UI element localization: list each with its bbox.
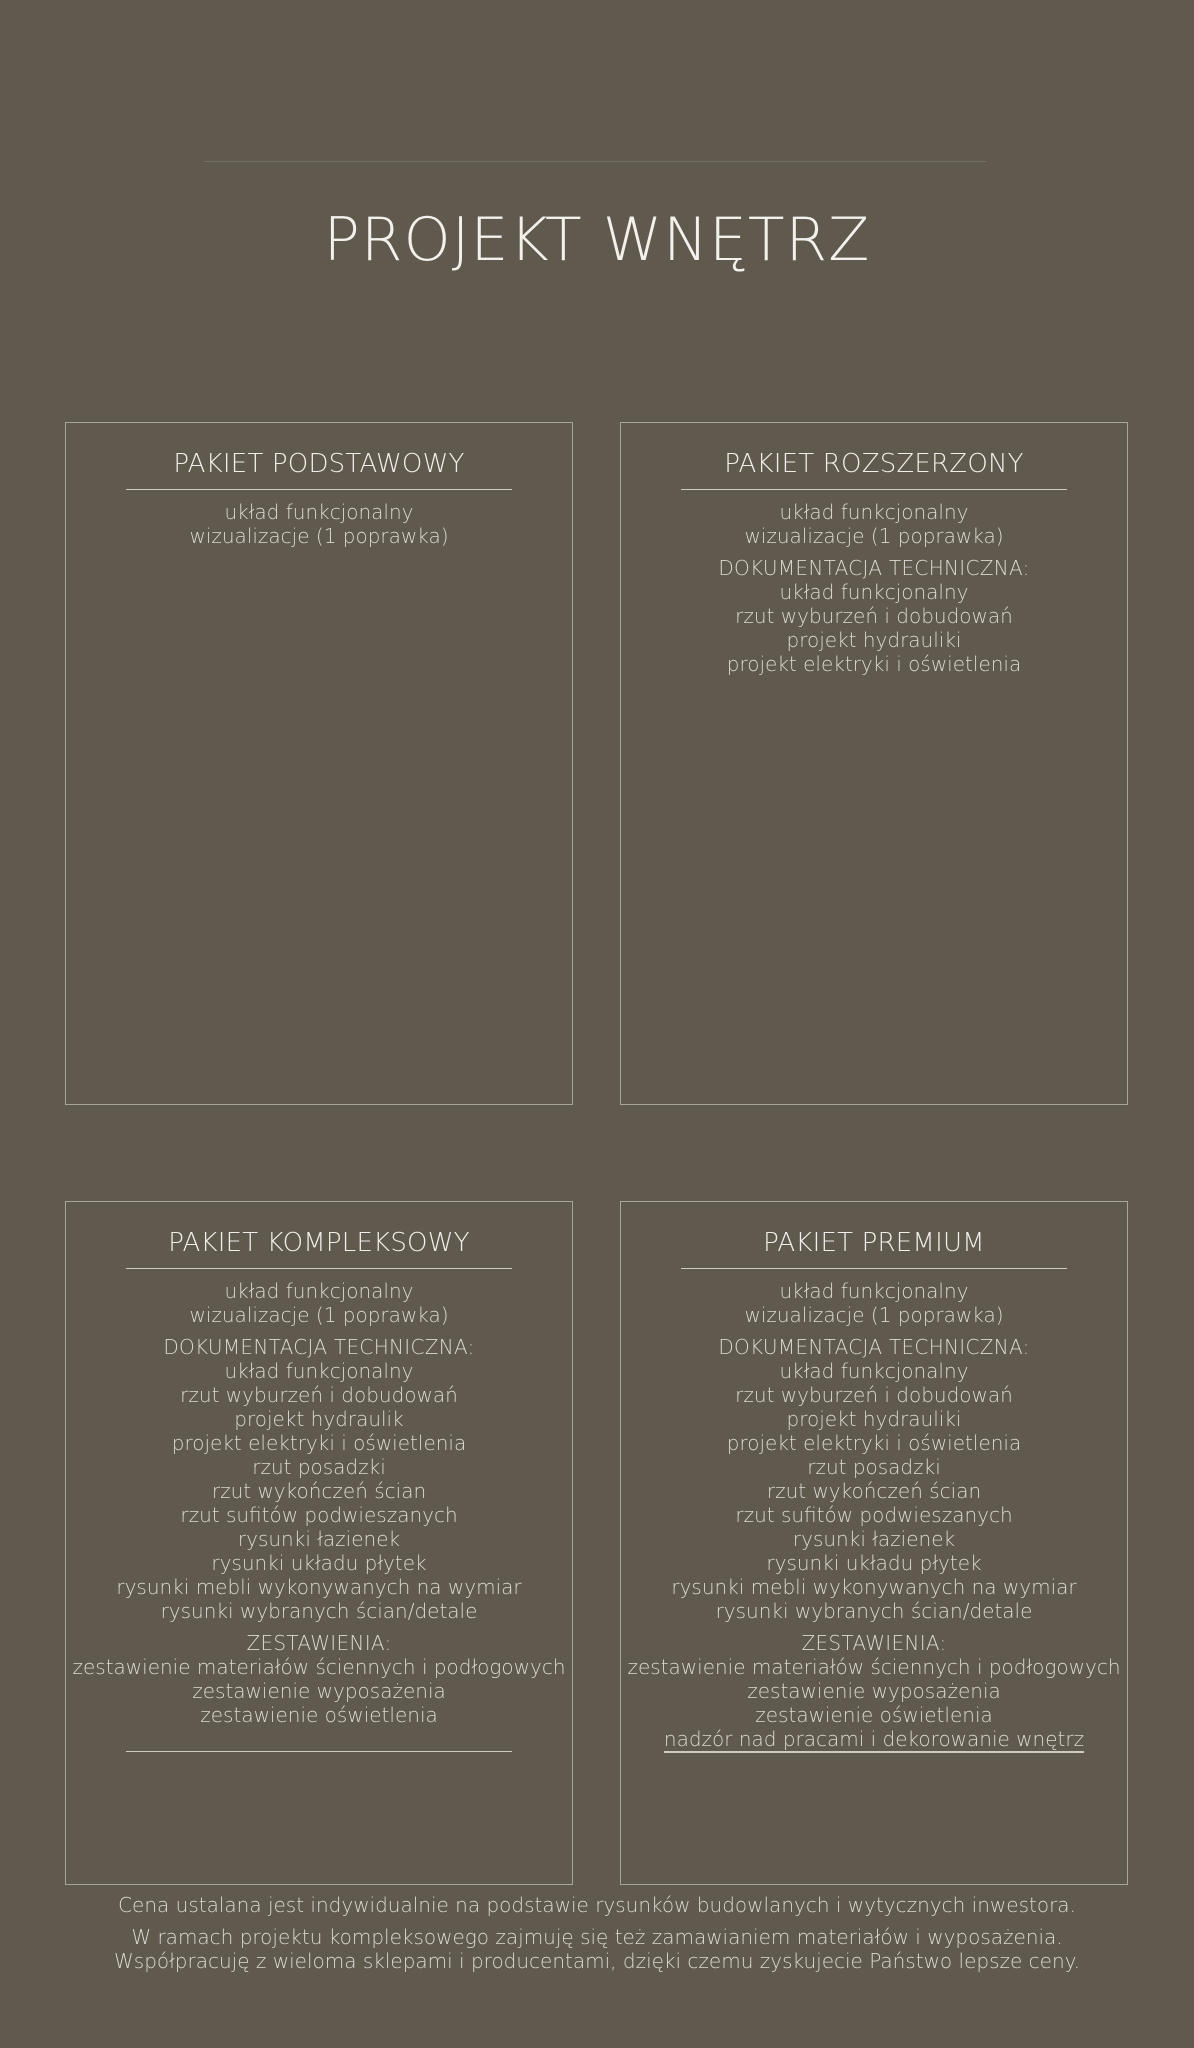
feature-item: projekt elektryki i oświetlenia (726, 1431, 1022, 1455)
feature-group (66, 1279, 572, 1327)
feature-item: zestawienie oświetlenia (200, 1703, 438, 1727)
package-card-complex (65, 1201, 573, 1885)
feature-item: wizualizacje (1 poprawka) (744, 524, 1004, 548)
feature-group (621, 556, 1127, 676)
package-card-premium (620, 1201, 1128, 1885)
feature-item: nadzór nad pracami i dekorowanie wnętrz (663, 1727, 1085, 1751)
top-divider (204, 161, 986, 162)
pricing-note-paragraph (0, 1893, 1194, 1917)
feature-item: rysunki wybranych ścian/detale (160, 1599, 478, 1623)
feature-group-heading: DOKUMENTACJA TECHNICZNA: (163, 1335, 475, 1359)
feature-item: rysunki mebli wykonywanych na wymiar (671, 1575, 1077, 1599)
feature-item: rzut sufitów podwieszanych (180, 1503, 458, 1527)
feature-item: rzut wyburzeń i dobudowań (180, 1383, 458, 1407)
pricing-note (0, 1893, 1194, 1981)
page-title: PROJEKT WNĘTRZ (323, 205, 871, 275)
feature-item: zestawienie oświetlenia (755, 1703, 993, 1727)
pricing-note-line: W ramach projektu kompleksowego zajmuję się też zamawianiem materiałów i wyposażenia. (131, 1925, 1063, 1949)
package-bottom-rule (126, 1751, 512, 1752)
feature-item: projekt elektryki i oświetlenia (171, 1431, 467, 1455)
feature-item: projekt hydrauliki (786, 1407, 962, 1431)
feature-item: układ funkcjonalny (224, 1359, 414, 1383)
feature-item: rysunki wybranych ścian/detale (715, 1599, 1033, 1623)
feature-item: projekt elektryki i oświetlenia (726, 652, 1022, 676)
feature-group-heading: DOKUMENTACJA TECHNICZNA: (718, 1335, 1030, 1359)
feature-group (621, 1335, 1127, 1623)
package-features (66, 500, 572, 548)
feature-group (621, 1279, 1127, 1327)
feature-item: rzut wykończeń ścian (766, 1479, 982, 1503)
feature-item: rysunki układu płytek (766, 1551, 982, 1575)
feature-item: układ funkcjonalny (779, 500, 969, 524)
feature-group (66, 500, 572, 548)
feature-item: zestawienie materiałów ściennych i podłogowych (72, 1655, 566, 1679)
package-title: PAKIET ROZSZERZONY (681, 449, 1067, 490)
package-title: PAKIET PODSTAWOWY (126, 449, 512, 490)
feature-item: układ funkcjonalny (779, 580, 969, 604)
feature-item: rzut sufitów podwieszanych (735, 1503, 1013, 1527)
feature-item: rzut posadzki (252, 1455, 386, 1479)
package-features (621, 1279, 1127, 1751)
feature-item: rysunki układu płytek (211, 1551, 427, 1575)
feature-item: rysunki łazienek (792, 1527, 956, 1551)
feature-group (621, 1631, 1127, 1751)
feature-item: wizualizacje (1 poprawka) (189, 524, 449, 548)
feature-item: zestawienie wyposażenia (192, 1679, 446, 1703)
feature-group-heading: ZESTAWIENIA: (246, 1631, 392, 1655)
feature-item: wizualizacje (1 poprawka) (744, 1303, 1004, 1327)
package-card-basic (65, 422, 573, 1105)
feature-item: rzut wyburzeń i dobudowań (735, 604, 1013, 628)
feature-item: wizualizacje (1 poprawka) (189, 1303, 449, 1327)
feature-item: zestawienie materiałów ściennych i podłogowych (627, 1655, 1121, 1679)
feature-group (621, 500, 1127, 548)
package-features (621, 500, 1127, 676)
pricing-note-paragraph (0, 1925, 1194, 1973)
feature-item: rzut posadzki (807, 1455, 941, 1479)
package-title: PAKIET KOMPLEKSOWY (126, 1228, 512, 1269)
pricing-note-line: Współpracuję z wieloma sklepami i producentami, dzięki czemu zyskujecie Państwo lepsze ceny. (114, 1949, 1080, 1973)
feature-item: projekt hydraulik (234, 1407, 404, 1431)
feature-group-heading: DOKUMENTACJA TECHNICZNA: (718, 556, 1030, 580)
feature-item: rzut wyburzeń i dobudowań (735, 1383, 1013, 1407)
feature-group (66, 1335, 572, 1623)
feature-item: rysunki łazienek (237, 1527, 401, 1551)
package-title: PAKIET PREMIUM (681, 1228, 1067, 1269)
feature-item: układ funkcjonalny (779, 1279, 969, 1303)
feature-group (66, 1631, 572, 1727)
feature-item: projekt hydrauliki (786, 628, 962, 652)
feature-group-heading: ZESTAWIENIA: (801, 1631, 947, 1655)
feature-item: układ funkcjonalny (224, 1279, 414, 1303)
feature-item: układ funkcjonalny (224, 500, 414, 524)
package-features (66, 1279, 572, 1752)
feature-item: rysunki mebli wykonywanych na wymiar (116, 1575, 522, 1599)
feature-item: zestawienie wyposażenia (747, 1679, 1001, 1703)
package-card-extended (620, 422, 1128, 1105)
pricing-note-line: Cena ustalana jest indywidualnie na podstawie rysunków budowlanych i wytycznych inwestora. (118, 1893, 1076, 1917)
feature-item: rzut wykończeń ścian (211, 1479, 427, 1503)
feature-item: układ funkcjonalny (779, 1359, 969, 1383)
